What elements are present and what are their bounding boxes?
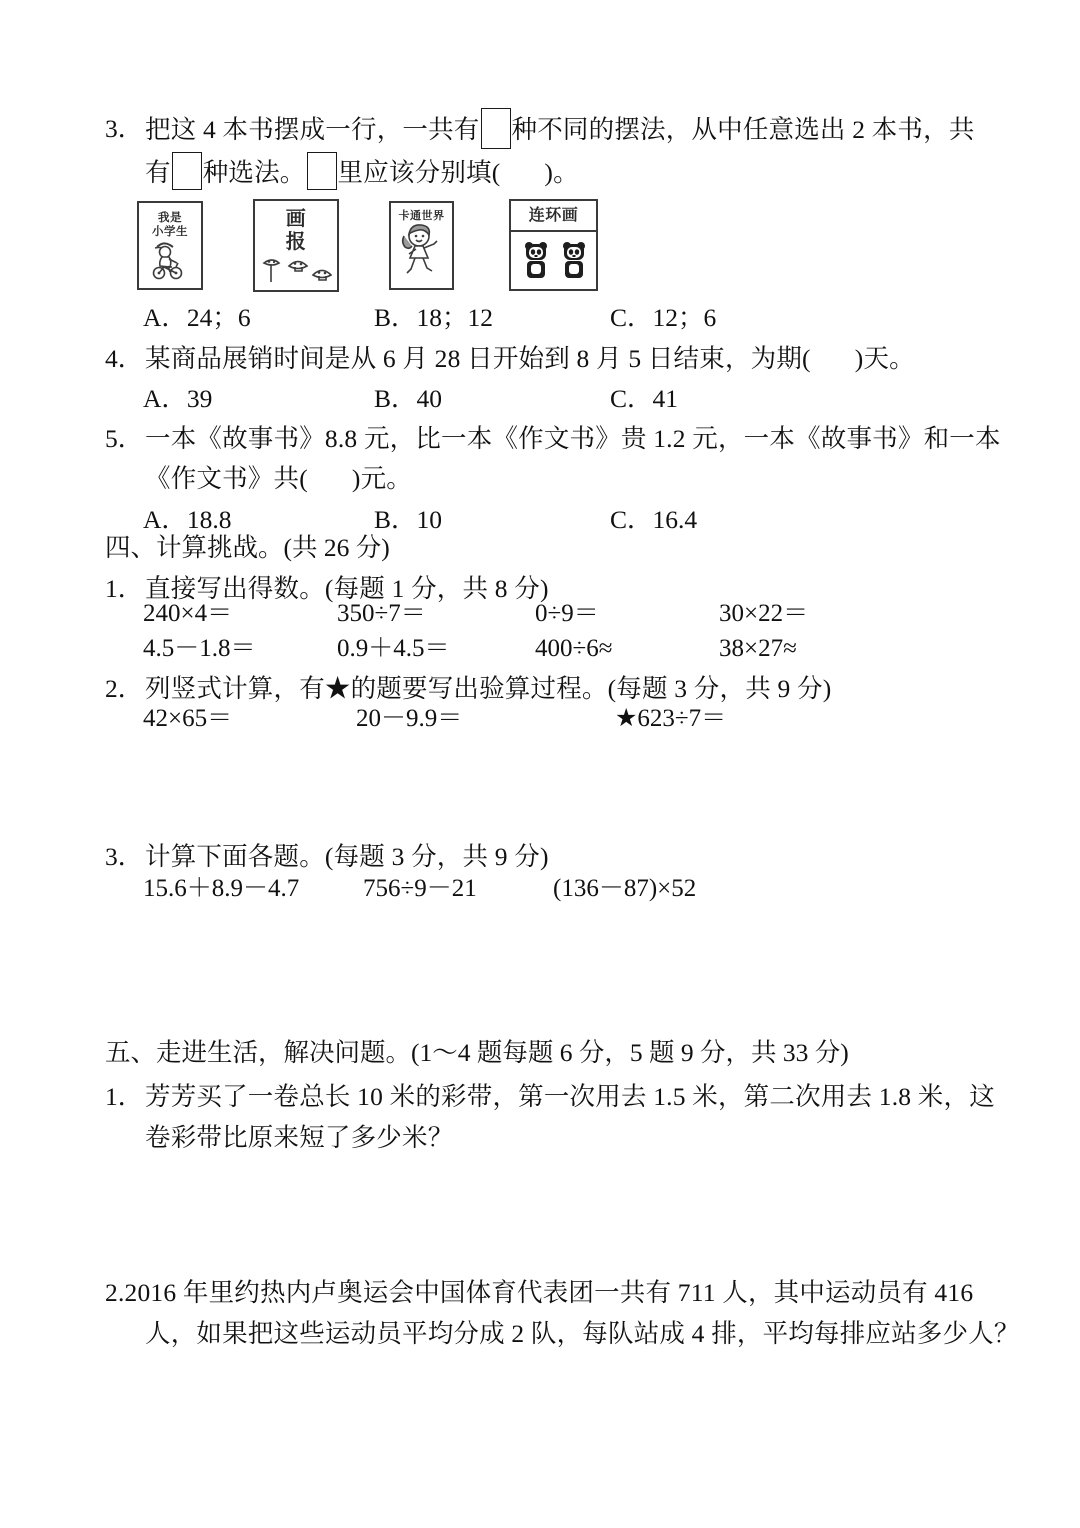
boy-on-bike-icon	[139, 238, 201, 280]
q3-book-illustrations	[137, 198, 617, 294]
book-3-title: 卡通世界	[398, 209, 445, 222]
q3-line2-text-d: )。	[544, 158, 579, 187]
book-cover-wo-shi-xiao-xue-sheng	[137, 201, 203, 290]
section-5-heading: 五、走进生活，解决问题。(1～4 题每题 6 分，5 题 9 分，共 33 分)	[105, 1038, 849, 1067]
sub1-row2-item-1[interactable]: 4.5－1.8＝	[143, 635, 256, 662]
q3-fill-box-3[interactable]	[307, 152, 337, 190]
section4-sub2-number: 2．	[105, 674, 144, 703]
section5-p1-line-2: 卷彩带比原来短了多少米？	[145, 1123, 454, 1152]
section5-p1-line-1: 芳芳买了一卷总长 10 米的彩带，第一次用去 1.5 米，第二次用去 1.8 米，这	[145, 1082, 995, 1111]
q3-line2-text-b: 种选法。	[202, 158, 306, 187]
book-2-title	[255, 201, 337, 253]
section-4-heading: 四、计算挑战。(共 26 分)	[105, 533, 390, 562]
book-2-title-line-2: 报	[285, 229, 307, 253]
girl-running-icon	[391, 222, 452, 280]
sub2-row1-item-3[interactable]: ★623÷7＝	[615, 705, 727, 732]
sub1-row2-item-4[interactable]: 38×27≈	[719, 635, 797, 662]
q5-option-b[interactable]: B．10	[374, 505, 443, 534]
sub1-row1-item-2[interactable]: 350÷7＝	[337, 600, 426, 627]
section5-p1-number: 1．	[105, 1082, 144, 1111]
book-1-title	[139, 203, 201, 238]
q4-number: 4．	[105, 344, 144, 373]
q3-line-2	[145, 152, 579, 193]
book-cover-lian-huan-hua	[509, 199, 598, 291]
sub3-row1-item-2[interactable]: 756÷9－21	[363, 875, 477, 902]
book-1-title-line-2: 小学生	[152, 224, 188, 238]
section4-sub3-number: 3．	[105, 842, 144, 871]
q3-line1-text-a: 把这 4 本书摆成一行，一共有	[145, 115, 480, 144]
q3-line2-text-a: 有	[145, 158, 171, 187]
book-4-title: 连环画	[511, 201, 596, 232]
section4-sub1-title: 直接写出得数。(每题 1 分，共 8 分)	[145, 574, 549, 603]
q5-option-c[interactable]: C．16.4	[610, 505, 698, 534]
q5-line-1: 一本《故事书》8.8 元，比一本《作文书》贵 1.2 元，一本《故事书》和一本	[145, 424, 1001, 453]
q3-option-a[interactable]: A．24；6	[143, 303, 251, 332]
sub2-row1-item-1[interactable]: 42×65＝	[143, 705, 233, 732]
sub1-row1-item-3[interactable]: 0÷9＝	[535, 600, 599, 627]
q3-option-b[interactable]: B．18；12	[374, 303, 494, 332]
q3-fill-box-2[interactable]	[172, 152, 202, 190]
sub1-row1-item-1[interactable]: 240×4＝	[143, 600, 233, 627]
q3-line-1	[145, 108, 975, 150]
section5-p2-line-1: 2.2016 年里约热内卢奥运会中国体育代表团一共有 711 人，其中运动员有 416	[105, 1278, 974, 1307]
q5-line2-text-a: 《作文书》共(	[145, 464, 308, 493]
q4-option-b[interactable]: B．40	[374, 384, 443, 413]
mushrooms-icon	[255, 253, 337, 283]
section4-sub2-title: 列竖式计算，有★的题要写出验算过程。(每题 3 分，共 9 分)	[145, 674, 832, 703]
sub3-row1-item-3[interactable]: (136－87)×52	[553, 875, 697, 902]
q3-line2-text-c: 里应该分别填(	[337, 158, 501, 187]
q3-line1-text-b: 种不同的摆法，从中任意选出 2 本书，共	[511, 115, 975, 144]
book-cover-hua-bao	[253, 199, 339, 292]
section5-p2-line-2: 人，如果把这些运动员平均分成 2 队，每队站成 4 排，平均每排应站多少人？	[145, 1319, 1020, 1348]
sub1-row2-item-3[interactable]: 400÷6≈	[535, 635, 613, 662]
q4-option-c[interactable]: C．41	[610, 384, 679, 413]
q3-number: 3．	[105, 114, 144, 143]
section4-sub1-number: 1．	[105, 574, 144, 603]
sub1-row1-item-4[interactable]: 30×22＝	[719, 600, 809, 627]
book-cover-ka-tong-shi-jie	[389, 201, 454, 290]
section4-sub3-title: 计算下面各题。(每题 3 分，共 9 分)	[145, 842, 549, 871]
q5-option-a[interactable]: A．18.8	[143, 505, 232, 534]
sub2-row1-item-2[interactable]: 20－9.9＝	[356, 705, 463, 732]
q5-number: 5．	[105, 424, 144, 453]
q4-text-main: 某商品展销时间是从 6 月 28 日开始到 8 月 5 日结束，为期(	[145, 344, 811, 373]
q4-option-a[interactable]: A．39	[143, 384, 213, 413]
book-2-title-line-1: 画	[285, 206, 307, 230]
q4-text	[145, 338, 915, 379]
two-pandas-icon	[511, 232, 596, 284]
q4-text-tail: )天。	[854, 344, 915, 373]
q3-option-c[interactable]: C．12；6	[610, 303, 717, 332]
book-1-title-line-1: 我是	[158, 210, 182, 224]
q3-fill-box-1[interactable]	[481, 108, 511, 149]
sub1-row2-item-2[interactable]: 0.9＋4.5＝	[337, 635, 450, 662]
q5-line2-text-b: )元。	[351, 464, 412, 493]
q5-line-2	[145, 458, 412, 499]
sub3-row1-item-1[interactable]: 15.6＋8.9－4.7	[143, 875, 300, 902]
